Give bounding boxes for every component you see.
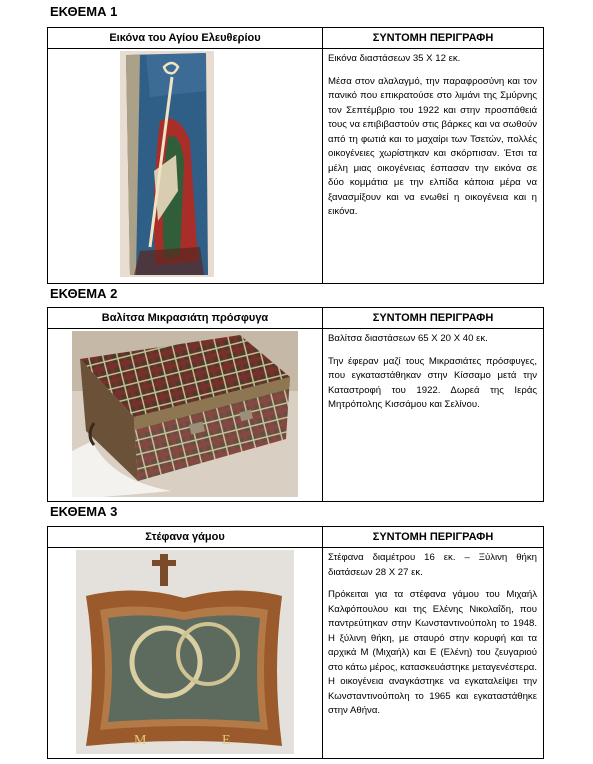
exhibit-2-image-cell (48, 329, 323, 502)
exhibit-1-table (47, 27, 544, 284)
icon-saint-image (120, 51, 214, 277)
exhibit-1-image-cell (48, 49, 323, 284)
exhibit-2-desc-cell (323, 329, 544, 502)
exhibit-3-text: Πρόκειται για τα στέφανα γάμου του Μιχαήλ Καλφόπουλου και της Ελένης Νικολαΐδη, που παντρεύτηκαν στην Κωνσταντινούπολη το 1948. Η ξύλινη θήκη, με σταυρό στην κορυφή και τα αρχικά Μ (Μιχαήλ) και Ε (Ελένη) του ζευγαριού στο κάτω μέρος, κατασκευάστηκε μεταγενέστερα. Η οικογένεια αναγκάστηκε να εγκαταλείψει την Κωνσταντινούπολη το 1965 και εγκαταστάθηκε στην Αθήνα. (328, 589, 537, 716)
exhibit-3-dimensions: Στέφανα διαμέτρου 16 εκ. – Ξύλινη θήκη διατάσεων 28 Χ 27 εκ. (328, 552, 537, 578)
icon-wedding-crowns-image (76, 550, 294, 754)
exhibit-1-label: ΕΚΘΕΜΑ 1 (50, 4, 118, 19)
exhibit-2-dimensions: Βαλίτσα διαστάσεων 65 Χ 20 Χ 40 εκ. (328, 333, 488, 344)
exhibit-3-desc-cell (323, 548, 544, 759)
exhibit-1-desc-cell (323, 49, 544, 284)
exhibit-2-desc-header: ΣΥΝΤΟΜΗ ΠΕΡΙΓΡΑΦΗ (323, 308, 544, 329)
exhibit-2-label: ΕΚΘΕΜΑ 2 (50, 286, 118, 301)
exhibit-1-dimensions: Εικόνα διαστάσεων 35 Χ 12 εκ. (328, 53, 461, 64)
exhibit-1-item-title: Εικόνα του Αγίου Ελευθερίου (48, 28, 323, 49)
exhibit-1-text: Μέσα στον αλαλαγμό, την παραφροσύνη και τον πανικό που επικρατούσε στο λιμάνι της Σμύρνης τον Σεπτέμβριο του 1922 και στην προσπάθειά τους να επιβιβαστούν στις βάρκες και να σωθούν από τη φωτιά και το μαχαίρι των Τσετών, πολλές οικογένειες χωρίστηκαν και σκόρπισαν. Έτσι τα μέλη μιας οικογένειας έσπασαν την εικόνα σε δύο κομμάτια με την ελπίδα κάποια μέρα να ξανασμίξουν και να ενωθεί η οικογένεια και η εικόνα. (328, 75, 537, 217)
exhibit-3-image-cell (48, 548, 323, 759)
exhibit-2-text: Την έφεραν μαζί τους Μικρασιάτες πρόσφυγες, που εγκαταστάθηκαν στην Κίσσαμο μετά την Καταστροφή του 1922. Δωρεά της Ιεράς Μητρόπολης Κισσάμου και Σελίνου. (328, 355, 537, 410)
crown-case-initial-e: Ε (222, 733, 231, 748)
exhibit-2-item-title: Βαλίτσα Μικρασιάτη πρόσφυγα (48, 308, 323, 329)
exhibit-3-label: ΕΚΘΕΜΑ 3 (50, 504, 118, 519)
crown-case-initial-m: Μ (134, 733, 147, 748)
icon-suitcase-image (72, 331, 298, 497)
exhibit-3-item-title: Στέφανα γάμου (48, 527, 323, 548)
exhibit-3-table (47, 526, 544, 759)
exhibit-3-desc-header: ΣΥΝΤΟΜΗ ΠΕΡΙΓΡΑΦΗ (323, 527, 544, 548)
exhibit-1-desc-header: ΣΥΝΤΟΜΗ ΠΕΡΙΓΡΑΦΗ (323, 28, 544, 49)
exhibit-2-table (47, 307, 544, 502)
